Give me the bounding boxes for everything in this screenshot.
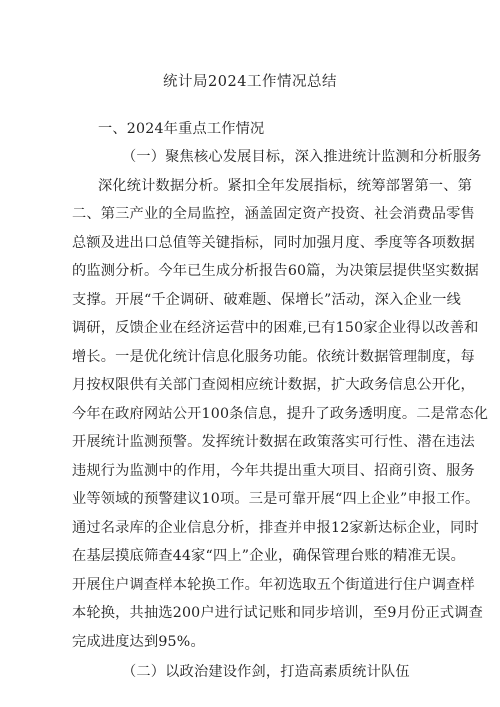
paragraph-line: 在基层摸底筛查44家“四上”企业，确保管理台账的精准无误。: [72, 548, 466, 564]
paragraph-line: 开展统计监测预警。发挥统计数据在政策落实可行性、潜在违法: [72, 434, 475, 450]
paragraph-line: 支撑。开展“千企调研、破难题、保增长”活动，深入企业一线: [72, 292, 461, 308]
paragraph-line: 完成进度达到95%。: [72, 634, 205, 650]
paragraph-line: 今年在政府网站公开100条信息，提升了政务透明度。二是常态化: [72, 406, 489, 422]
paragraph-line: 开展住户调查样本轮换工作。年初选取五个街道进行住户调查样: [72, 577, 475, 593]
paragraph-line: 月按权限供有关部门查阅相应统计数据，扩大政务信息公开化，: [72, 377, 475, 393]
paragraph-line: 本轮换，共抽选200户进行试记账和同步培训，至9月份正式调查: [72, 605, 483, 621]
paragraph-line: 二、第三产业的全局监控，涵盖固定资产投资、社会消费品零售: [72, 206, 475, 222]
paragraph-line: 调研，反馈企业在经济运营中的困难,已有150家企业得以改善和: [72, 320, 479, 336]
section-heading: 一、2024年重点工作情况: [98, 121, 265, 137]
paragraph-line: 违规行为监测中的作用，今年共提出重大项目、招商引资、服务: [72, 463, 475, 479]
paragraph-line: 的监测分析。今年已生成分析报告60篇，为决策层提供坚实数据: [72, 263, 479, 279]
paragraph-line: 业等领域的预警建议10项。三是可靠开展“四上企业”申报工作。: [72, 491, 480, 507]
subsection-heading: （一）聚焦核心发展目标，深入推进统计监测和分析服务: [122, 149, 482, 165]
document-title: 统计局2024工作情况总结: [163, 74, 337, 90]
subsection-heading: （二）以政治建设作剑，打造高素质统计队伍: [122, 664, 410, 680]
paragraph-line: 增长。一是优化统计信息化服务功能。依统计数据管理制度，每: [72, 349, 475, 365]
paragraph-line: 深化统计数据分析。紧扣全年发展指标，统筹部署第一、第: [98, 178, 473, 194]
paragraph-line: 通过名录库的企业信息分析，排查并申报12家新达标企业，同时: [72, 520, 479, 536]
paragraph-line: 总额及进出口总值等关键指标，同时加强月度、季度等各项数据: [72, 235, 475, 251]
